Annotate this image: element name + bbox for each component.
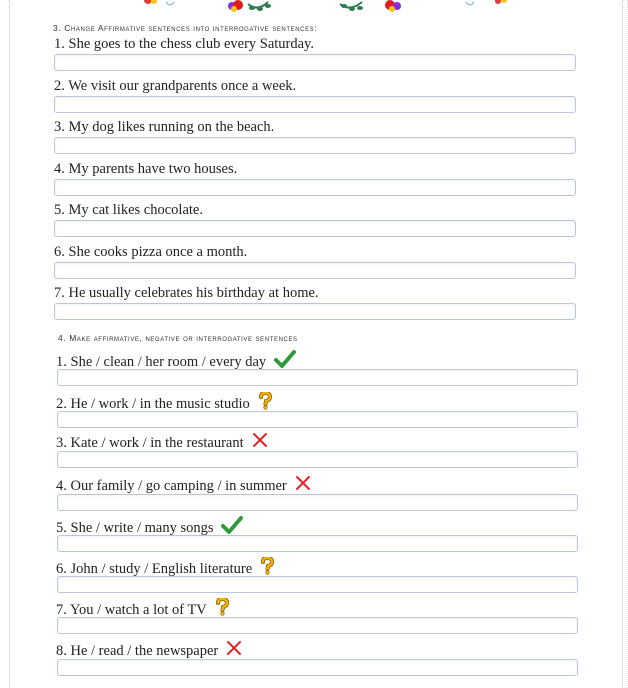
cross-icon xyxy=(295,475,311,496)
answer-input-3-2[interactable] xyxy=(54,96,576,113)
exercise-3-item-7 xyxy=(54,284,319,302)
cross-icon xyxy=(252,432,268,453)
item-text: 2. He / work / in the music studio xyxy=(56,395,250,412)
item-text: 2. We visit our grandparents once a week. xyxy=(54,78,297,94)
exercise-3-item-4 xyxy=(54,160,237,178)
item-text: 3. My dog likes running on the beach. xyxy=(54,119,275,135)
answer-input-3-5[interactable] xyxy=(54,220,576,237)
section-3-title: 3. Change Affirmative sentences into interrogative sentences: xyxy=(53,23,318,33)
page-border-left xyxy=(9,0,10,688)
item-text: 6. John / study / English literature xyxy=(56,560,253,577)
item-text: 5. My cat likes chocolate. xyxy=(54,202,203,218)
section-4-title: 4. Make affirmative, negative or interrogative sentences xyxy=(58,333,298,343)
exercise-3-item-3 xyxy=(54,118,274,136)
cross-icon xyxy=(226,640,242,661)
exercise-3-item-2 xyxy=(54,77,296,95)
answer-input-3-6[interactable] xyxy=(54,262,576,279)
answer-input-4-4[interactable] xyxy=(57,494,578,511)
item-text: 4. Our family / go camping / in summer xyxy=(56,477,287,494)
answer-input-4-2[interactable] xyxy=(57,411,578,428)
answer-input-3-3[interactable] xyxy=(54,137,576,154)
item-text: 8. He / read / the newspaper xyxy=(56,642,219,659)
item-text: 6. She cooks pizza once a month. xyxy=(54,244,248,260)
exercise-3-item-6 xyxy=(54,243,247,261)
item-text: 3. Kate / work / in the restaurant xyxy=(56,434,244,451)
floral-decoration-icon xyxy=(140,0,520,14)
item-text: 1. She / clean / her room / every day xyxy=(56,353,267,370)
item-text: 5. She / write / many songs xyxy=(56,519,214,536)
answer-input-4-7[interactable] xyxy=(57,617,578,634)
answer-input-4-3[interactable] xyxy=(57,451,578,468)
exercise-3-item-5 xyxy=(54,201,203,219)
item-text: 4. My parents have two houses. xyxy=(54,161,238,177)
answer-input-3-4[interactable] xyxy=(54,179,576,196)
answer-input-3-1[interactable] xyxy=(54,54,576,71)
page-border-right xyxy=(622,0,623,688)
item-text: 7. He usually celebrates his birthday at home. xyxy=(54,285,319,301)
item-text: 7. You / watch a lot of TV xyxy=(56,601,207,618)
item-text: 1. She goes to the chess club every Saturday. xyxy=(54,36,314,52)
answer-input-4-8[interactable] xyxy=(57,659,578,676)
exercise-4-item-3 xyxy=(56,432,268,453)
exercise-3-item-1 xyxy=(54,35,314,53)
exercise-4-item-8 xyxy=(56,640,242,661)
answer-input-4-6[interactable] xyxy=(57,576,578,593)
answer-input-3-7[interactable] xyxy=(54,303,576,320)
exercise-4-item-4 xyxy=(56,475,311,496)
answer-input-4-5[interactable] xyxy=(57,535,578,552)
answer-input-4-1[interactable] xyxy=(57,369,578,386)
